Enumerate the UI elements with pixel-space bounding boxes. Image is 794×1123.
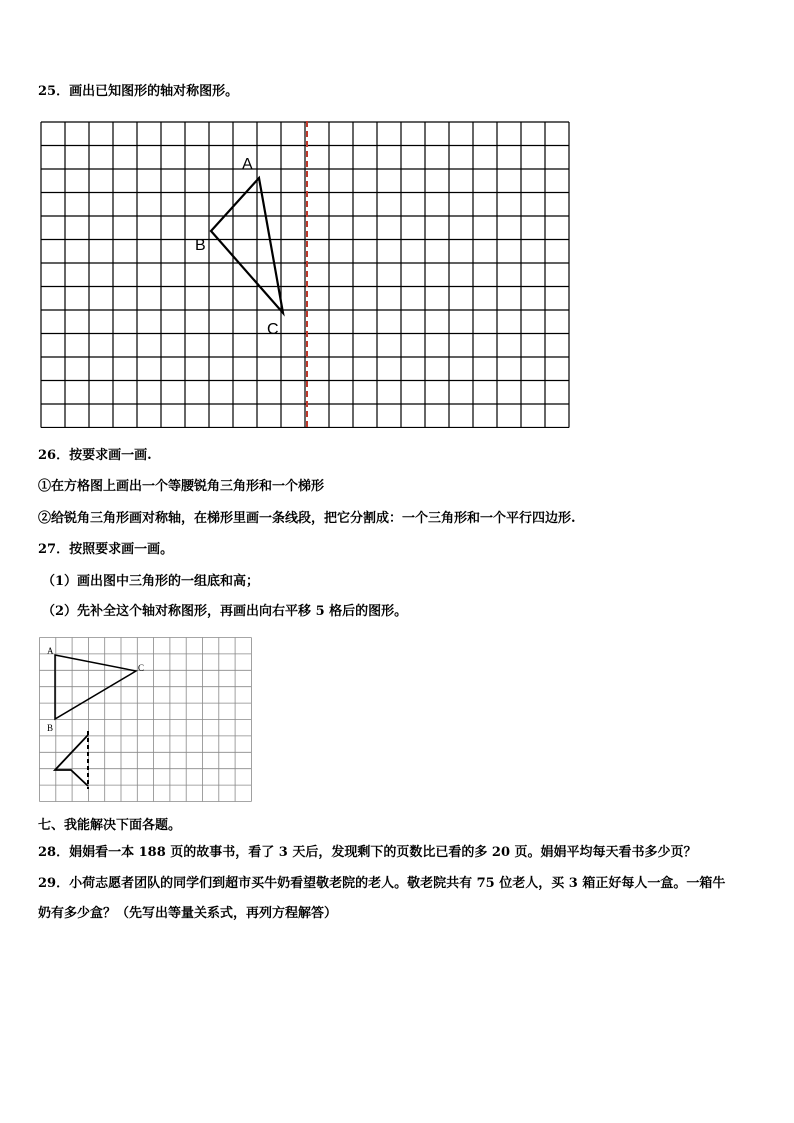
small-label-b: B <box>47 723 54 733</box>
triangle-abc <box>211 178 283 313</box>
half-shape <box>55 735 88 786</box>
question-28-text: 28．娟娟看一本 188 页的故事书，看了 3 天后，发现剩下的页数比已看的多 20 页。娟娟平均每天看书多少页？ <box>38 845 697 860</box>
question-27-item-1: （1）画出图中三角形的一组底和高； <box>42 574 260 589</box>
q25-grid-figure <box>40 121 574 428</box>
question-29-line-1: 29．小荷志愿者团队的同学们到超市买牛奶看望敬老院的老人。敬老院共有 75 位老人，买 3 箱正好每人一盒。一箱牛 <box>38 876 726 891</box>
small-label-c: C <box>138 663 145 673</box>
question-27-item-2: （2）先补全这个轴对称图形，再画出向右平移 5 格后的图形。 <box>42 604 408 619</box>
small-label-a: A <box>47 646 54 656</box>
q27-grid-figure <box>39 637 253 804</box>
question-26-title: 26．按要求画一画. <box>38 448 152 463</box>
question-26-item-2: ②给锐角三角形画对称轴，在梯形里画一条线段，把它分割成：一个三角形和一个平行四边形. <box>38 511 576 526</box>
q27-square-grid <box>40 638 252 802</box>
question-25-text: 25．画出已知图形的轴对称图形。 <box>38 84 239 99</box>
q25-square-grid <box>41 122 569 428</box>
label-a: A <box>242 156 253 173</box>
label-c: C <box>267 321 279 338</box>
section-7-title: 七、我能解决下面各题。 <box>38 818 182 833</box>
question-26-item-1: ①在方格图上画出一个等腰锐角三角形和一个梯形 <box>38 479 325 494</box>
question-29-line-2: 奶有多少盒？（先写出等量关系式，再列方程解答） <box>38 906 338 921</box>
label-b: B <box>195 237 206 254</box>
question-27-title: 27．按照要求画一画。 <box>38 542 174 557</box>
